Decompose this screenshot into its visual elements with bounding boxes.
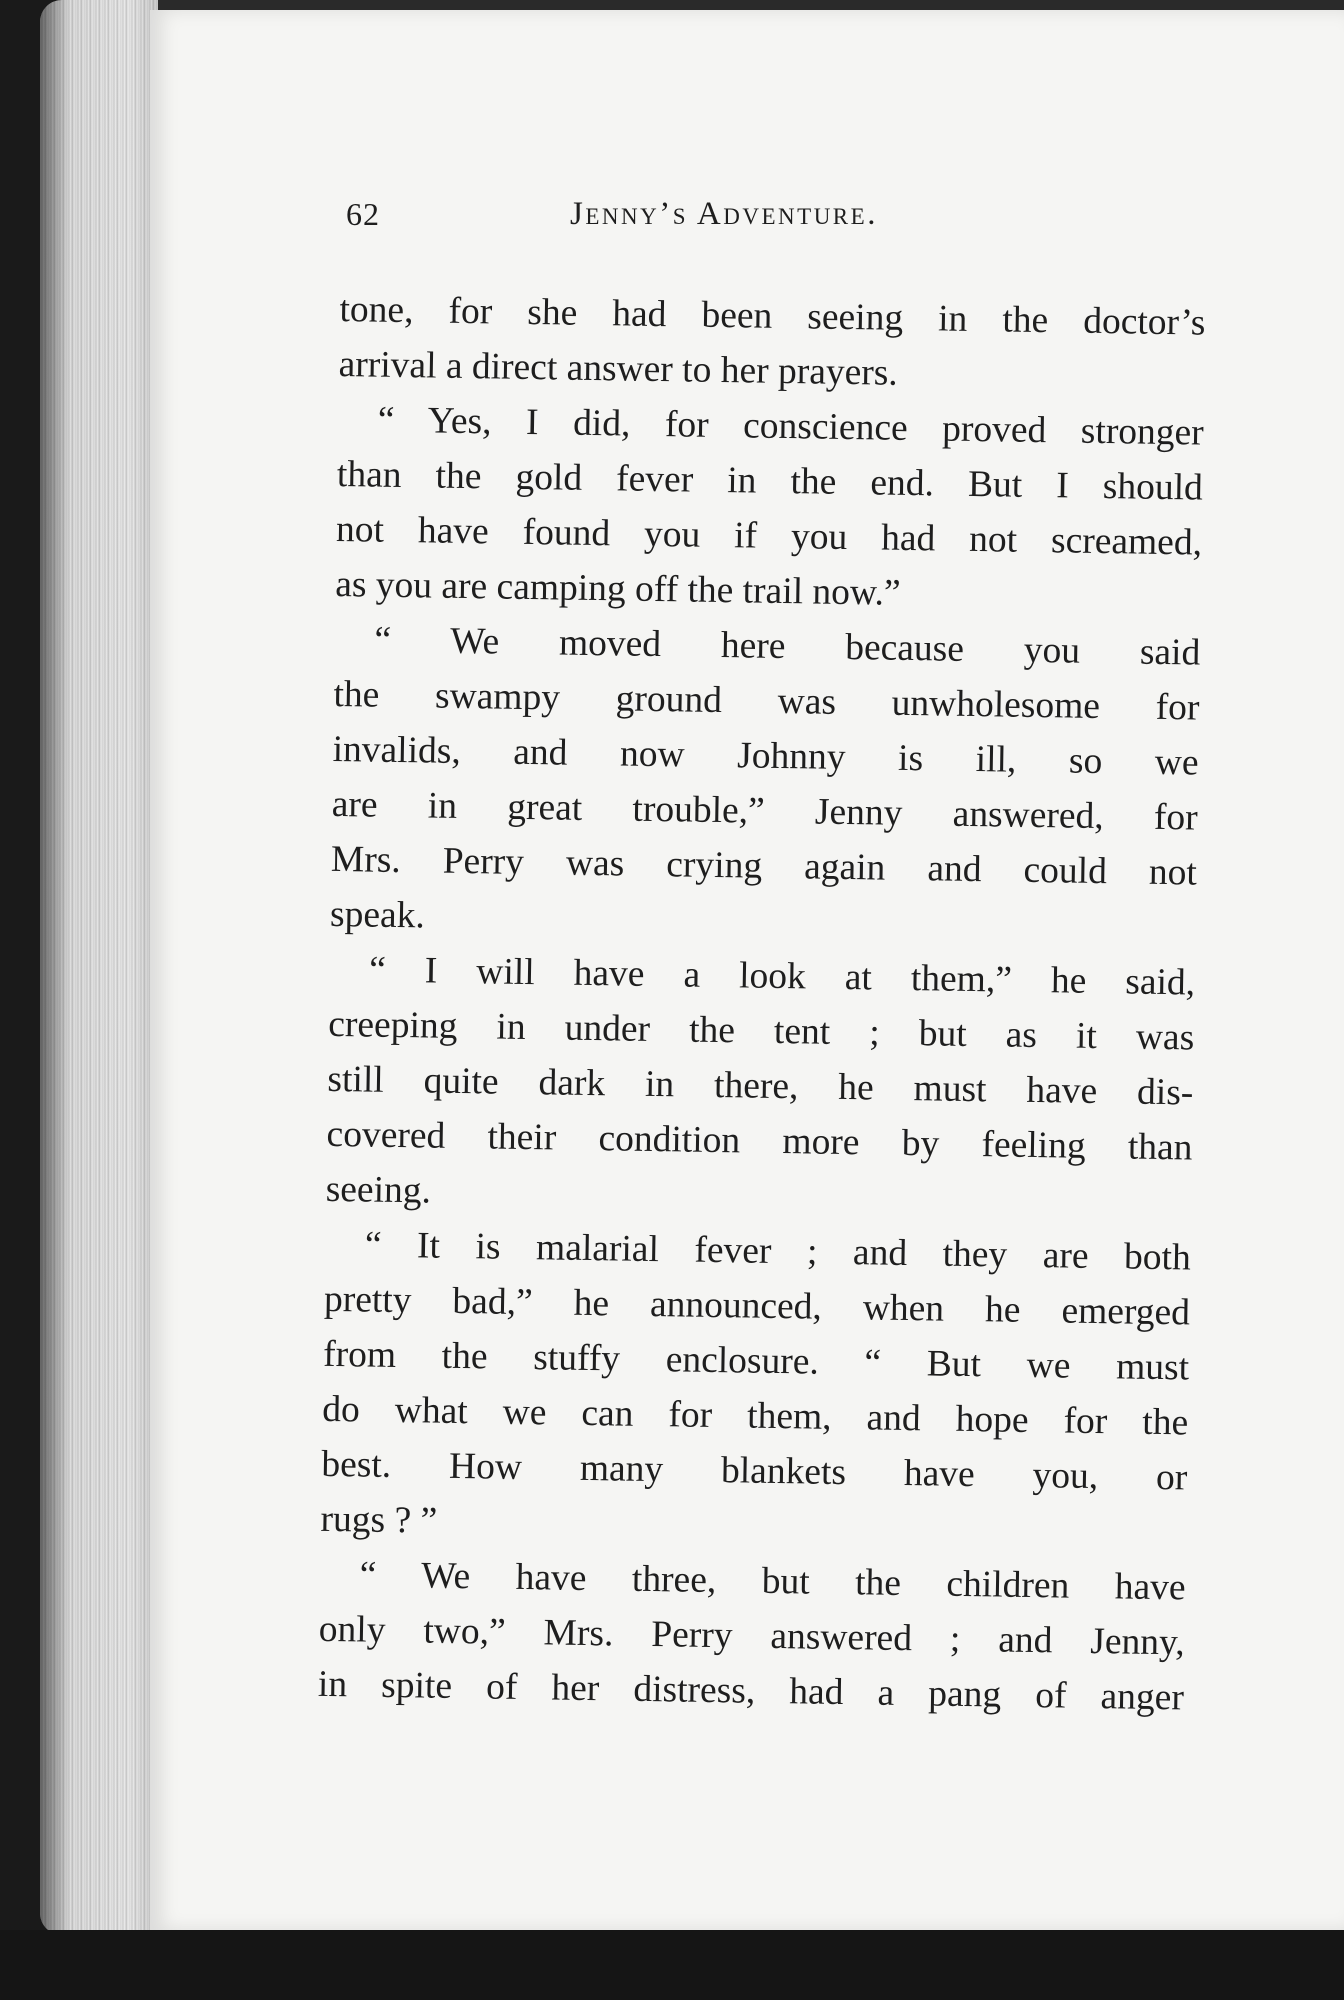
text-line: Mrs. Perry was crying again and could not — [330, 838, 1198, 894]
text-line: in spite of her distress, had a pang of anger — [317, 1663, 1185, 1719]
page-header — [346, 196, 1206, 256]
text-line: “ It is malarial fever ; and they are both — [364, 1224, 1192, 1279]
running-title: Jenny’s Adventure. — [570, 196, 878, 232]
scan-top-border — [150, 0, 1344, 10]
text-line: “ I will have a look at them,” he said, — [368, 949, 1196, 1004]
text-line: invalids, and now Johnny is ill, so we — [332, 728, 1199, 784]
text-line: only two,” Mrs. Perry answered ; and Jenny, — [318, 1608, 1186, 1664]
text-line: covered their condition more by feeling than — [326, 1113, 1193, 1169]
text-line: the swampy ground was unwholesome for — [333, 673, 1200, 729]
text-line: pretty bad,” he announced, when he emerged — [323, 1278, 1191, 1334]
text-line: as you are camping off the trail now.” — [334, 563, 901, 614]
text-line: do what we can for them, and hope for the — [321, 1388, 1189, 1444]
text-line: tone, for she had been seeing in the doctor’s — [339, 288, 1206, 344]
text-line: speak. — [329, 893, 426, 937]
text-line: not have found you if you had not screamed, — [335, 508, 1203, 564]
text-line: seeing. — [325, 1168, 432, 1212]
text-line: “ Yes, I did, for conscience proved stronger — [377, 399, 1205, 454]
text-line: “ We have three, but the children have — [359, 1554, 1186, 1609]
book-page-edges — [40, 0, 158, 1935]
body-text — [318, 282, 1206, 1725]
text-line: best. How many blankets have you, or — [321, 1443, 1188, 1499]
text-line: from the stuffy enclosure. “ But we must — [322, 1333, 1190, 1389]
text-line: “ We moved here because you said — [374, 619, 1201, 674]
text-line: still quite dark in there, he must have dis- — [327, 1058, 1194, 1114]
text-line: than the gold fever in the end. But I should — [336, 453, 1204, 509]
text-line: arrival a direct answer to her prayers. — [338, 343, 899, 394]
page-number: 62 — [346, 196, 380, 232]
text-line: creeping in under the tent ; but as it was — [328, 1003, 1195, 1059]
scan-bottom-border — [0, 1930, 1344, 2000]
text-line: rugs ? ” — [320, 1498, 438, 1542]
text-line: are in great trouble,” Jenny answered, for — [331, 783, 1199, 839]
